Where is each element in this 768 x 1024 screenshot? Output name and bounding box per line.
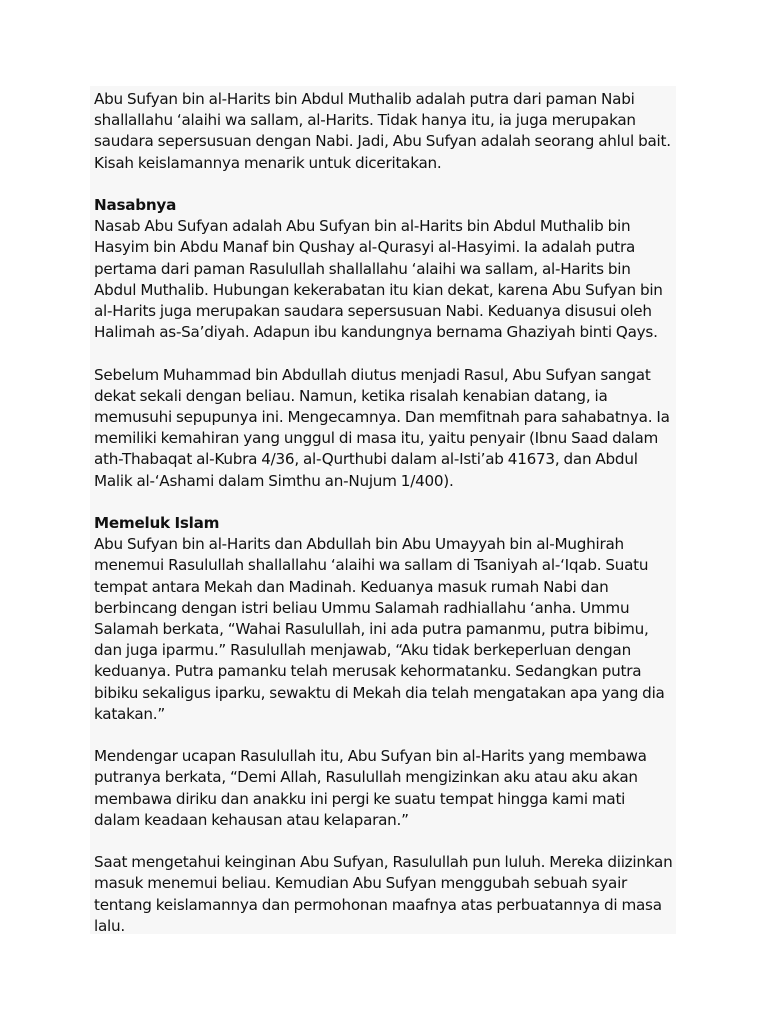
section-heading-memeluk-islam: Memeluk Islam (94, 514, 220, 533)
response-paragraph: Mendengar ucapan Rasulullah itu, Abu Sufyan bin al-Harits yang membawa putranya berkata, “Demi Allah, Rasulullah mengizinkan aku atau aku akan membawa diriku dan anakku ini pergi ke suatu tempat hingga kami mati dalam keadaan kehausan atau kelaparan.” (94, 747, 647, 829)
intro-paragraph: Abu Sufyan bin al-Harits bin Abdul Muthalib adalah putra dari paman Nabi shallallahu ‘alaihi wa sallam, al-Harits. Tidak hanya itu, ia juga merupakan saudara sepersusuan dengan Nabi. Jadi, Abu Sufyan adalah seorang ahlul bait. Kisah keislamannya menarik untuk diceritakan. (94, 90, 671, 172)
meeting-paragraph: Abu Sufyan bin al-Harits dan Abdullah bin Abu Umayyah bin al-Mughirah menemui Rasulullah shallallahu ‘alaihi wa sallam di Tsaniyah al-‘Iqab. Suatu tempat antara Mekah dan Madinah. Keduanya masuk rumah Nabi dan berbincang dengan istri beliau Ummu Salamah radhiallahu ‘anha. Ummu Salamah berkata, “Wahai Rasulullah, ini ada putra pamanmu, putra bibimu, dan juga iparmu.” Rasulullah menjawab, “Aku tidak berkeperluan dengan keduanya. Putra pamanku telah merusak kehormatanku. Sedangkan putra bibiku sekaligus iparku, sewaktu di Mekah dia telah mengatakan apa yang dia katakan.” (94, 535, 665, 723)
before-prophethood-paragraph: Sebelum Muhammad bin Abdullah diutus menjadi Rasul, Abu Sufyan sangat dekat sekali dengan beliau. Namun, ketika risalah kenabian datang, ia memusuhi sepupunya ini. Mengecamnya. Dan memfitnah para sahabatnya. Ia memiliki kemahiran yang unggul di masa itu, yaitu penyair (Ibnu Saad dalam ath-Thabaqat al-Kubra 4/36, al-Qurthubi dalam al-Isti’ab 41673, dan Abdul Malik al-‘Ashami dalam Simthu an-Nujum 1/400). (94, 365, 670, 490)
forgiveness-paragraph: Saat mengetahui keinginan Abu Sufyan, Rasulullah pun luluh. Mereka diizinkan masuk menemui beliau. Kemudian Abu Sufyan menggubah sebuah syair tentang keislamannya dan permohonan maafnya atas perbuatannya di masa lalu. (94, 853, 673, 935)
section-heading-nasabnya: Nasabnya (94, 196, 177, 214)
nasab-paragraph: Nasab Abu Sufyan adalah Abu Sufyan bin al-Harits bin Abdul Muthalib bin Hasyim bin Abdu Manaf bin Qushay al-Qurasyi al-Hasyimi. Ia adalah putra pertama dari paman Rasulullah shallallahu ‘alaihi wa sallam, al-Harits bin Abdul Muthalib. Hubungan kekerabatan itu kian dekat, karena Abu Sufyan bin al-Harits juga merupakan saudara sepersusuan Nabi. Keduanya disusui oleh Halimah as-Sa’diyah. Adapun ibu kandungnya bernama Ghaziyah binti Qays. (94, 217, 663, 342)
text-block (90, 86, 676, 934)
